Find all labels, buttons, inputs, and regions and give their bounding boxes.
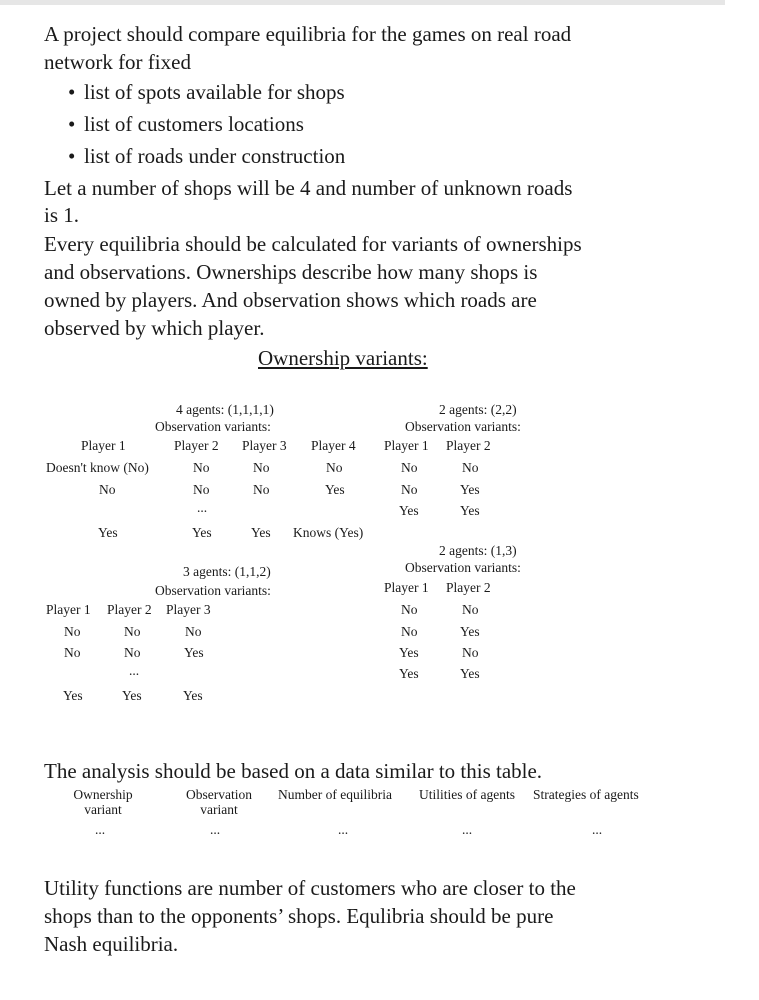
table-cell: No	[462, 460, 479, 475]
table-cell: Yes	[325, 482, 345, 497]
table-4-agents-title: 4 agents: (1,1,1,1)	[176, 402, 274, 417]
table-cell: No	[462, 645, 479, 660]
analysis-cell: ...	[95, 822, 106, 837]
table-header: Player 1	[384, 580, 429, 595]
closing-line: Nash equilibria.	[44, 932, 179, 956]
top-divider	[0, 0, 725, 5]
intro-line-1: A project should compare equilibria for the games on real road	[44, 22, 572, 46]
analysis-cell: ...	[462, 822, 473, 837]
table-cell: Yes	[399, 666, 419, 681]
analysis-cell: ...	[210, 822, 221, 837]
table-cell: No	[401, 482, 418, 497]
table-cell: Yes	[122, 688, 142, 703]
table-header: Player 1	[384, 438, 429, 453]
table-cell: Yes	[399, 503, 419, 518]
table-1-3-subtitle: Observation variants:	[405, 560, 521, 575]
table-header: Player 2	[107, 602, 152, 617]
para2-line: and observations. Ownerships describe how many shops is	[44, 260, 538, 284]
table-header: Player 1	[46, 602, 91, 617]
table-header: Player 2	[174, 438, 219, 453]
table-cell: No	[193, 482, 210, 497]
intro-line-2: network for fixed	[44, 50, 191, 74]
table-cell: Yes	[251, 525, 271, 540]
analysis-sentence: The analysis should be based on a data similar to this table.	[44, 759, 543, 783]
table-ellipsis: ...	[197, 500, 208, 515]
table-cell: No	[193, 460, 210, 475]
table-cell: Yes	[184, 645, 204, 660]
table-ellipsis: ...	[129, 663, 140, 678]
closing-line: Utility functions are number of customers who are closer to the	[44, 876, 576, 900]
analysis-header: Utilities of agents	[419, 787, 515, 802]
table-cell: No	[253, 460, 270, 475]
table-cell: No	[326, 460, 343, 475]
table-cell: No	[253, 482, 270, 497]
table-cell: Yes	[98, 525, 118, 540]
table-cell: No	[64, 624, 81, 639]
table-cell: No	[124, 624, 141, 639]
para2-line: owned by players. And observation shows which roads are	[44, 288, 537, 312]
table-header: Player 1	[81, 438, 126, 453]
table-cell: Knows (Yes)	[293, 525, 364, 540]
table-4-agents-subtitle: Observation variants:	[155, 419, 271, 434]
table-cell: No	[462, 602, 479, 617]
bullet-item: • list of roads under construction	[68, 144, 346, 168]
analysis-header: Strategies of agents	[533, 787, 639, 802]
para1-line: Let a number of shops will be 4 and number of unknown roads	[44, 176, 573, 200]
closing-line: shops than to the opponents’ shops. Equlibria should be pure	[44, 904, 554, 928]
table-cell: Yes	[192, 525, 212, 540]
table-header: Player 4	[311, 438, 356, 453]
analysis-header: Ownership variant	[73, 787, 133, 817]
table-2-2-title: 2 agents: (2,2)	[439, 402, 517, 417]
analysis-header: Observation variant	[186, 787, 252, 817]
table-3-agents-title: 3 agents: (1,1,2)	[183, 564, 271, 579]
table-cell: No	[64, 645, 81, 660]
para2-line: Every equilibria should be calculated for variants of ownerships	[44, 232, 582, 256]
table-1-3-title: 2 agents: (1,3)	[439, 543, 517, 558]
table-3-agents-subtitle: Observation variants:	[155, 583, 271, 598]
analysis-header: Number of equilibria	[278, 787, 392, 802]
table-cell: Yes	[460, 666, 480, 681]
table-cell: No	[401, 460, 418, 475]
table-cell: Yes	[460, 503, 480, 518]
table-header: Player 2	[446, 580, 491, 595]
table-header: Player 2	[446, 438, 491, 453]
table-cell: Yes	[399, 645, 419, 660]
table-cell: Yes	[63, 688, 83, 703]
table-cell: Yes	[183, 688, 203, 703]
table-cell: Yes	[460, 482, 480, 497]
analysis-cell: ...	[338, 822, 349, 837]
bullet-item: • list of customers locations	[68, 112, 304, 136]
table-header: Player 3	[166, 602, 211, 617]
table-cell: No	[401, 624, 418, 639]
bullet-item: • list of spots available for shops	[68, 80, 345, 104]
para1-line: is 1.	[44, 203, 80, 227]
table-cell: Yes	[460, 624, 480, 639]
table-cell: Doesn't know (No)	[46, 460, 149, 475]
table-cell: No	[185, 624, 202, 639]
table-cell: No	[401, 602, 418, 617]
table-header: Player 3	[242, 438, 287, 453]
table-cell: No	[99, 482, 116, 497]
table-2-2-subtitle: Observation variants:	[405, 419, 521, 434]
para2-line: observed by which player.	[44, 316, 265, 340]
ownership-variants-title: Ownership variants:	[258, 346, 428, 370]
analysis-cell: ...	[592, 822, 603, 837]
table-cell: No	[124, 645, 141, 660]
